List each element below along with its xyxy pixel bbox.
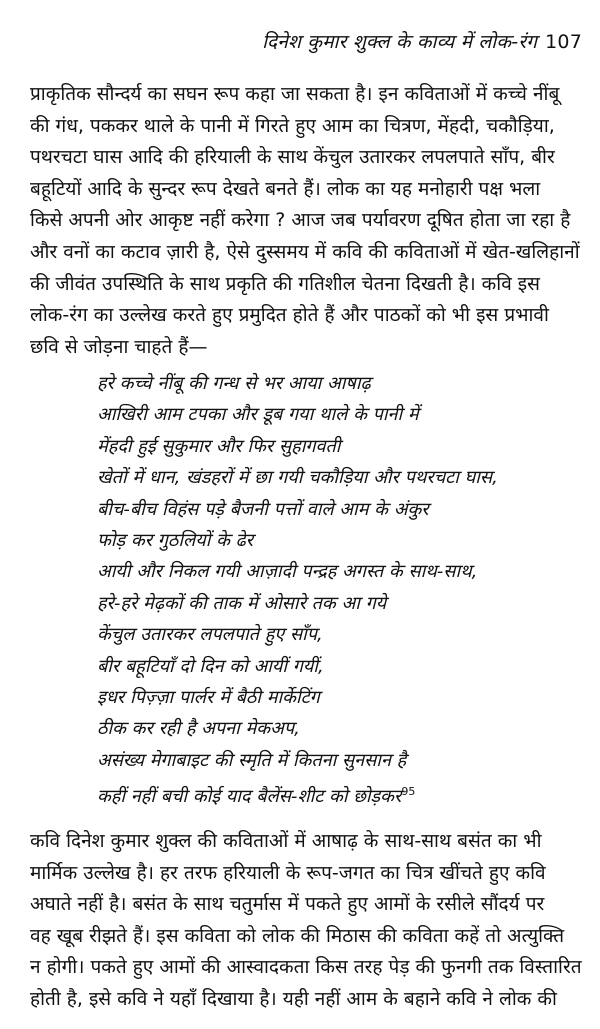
poem-line: हरे-हरे मेढ़कों की ताक में ओसारे तक आ गये <box>97 592 387 614</box>
text-line: मार्मिक उल्लेख है। हर तरफ हरियाली के रूप-जगत का चित्र खींचते हुए कवि <box>30 861 546 884</box>
paragraph-basant <box>30 826 585 1016</box>
poem-line: केंचुल उतारकर लपलपाते हुए साँप, <box>97 624 323 646</box>
text-line: कवि दिनेश कुमार शुक्ल की कविताओं में आषाढ़ के साथ-साथ बसंत का भी <box>30 830 542 852</box>
poem-line-text: कहीं नहीं बची कोई याद बैलेंस-शीट को छोड़कर <box>97 786 402 808</box>
poem-line: खेतों में धान, खंडहरों में छा गयी चकौड़िया और पथरचटा घास, <box>97 467 498 489</box>
poem-line: ठीक कर रही है अपना मेकअप, <box>97 718 300 740</box>
poem-line: बीच-बीच विहंस पड़े बैजनी पत्तों वाले आम के अंकुर <box>97 498 429 520</box>
poem-line: मेंहदी हुई सुकुमार और फिर सुहागवती <box>97 435 341 457</box>
poem-quotation <box>97 368 577 807</box>
poem-line: इधर पिज़्ज़ा पार्लर में बैठी मार्केटिंग <box>97 686 320 708</box>
poem-line: आखिरी आम टपका और डूब गया थाले के पानी में <box>97 404 419 426</box>
text-line: किसे अपनी ओर आकृष्ट नहीं करेगा ? आज जब पर्यावरण दूषित होता जा रहा है <box>30 209 571 232</box>
text-line: की गंध, पककर थाले के पानी में गिरते हुए आम का चित्रण, मेंहदी, चकौड़िया, <box>30 114 555 137</box>
poem-line: बीर बहूटियाँ दो दिन को आयीं गयीं, <box>97 655 324 677</box>
poem-line: आयी और निकल गयी आज़ादी पन्द्रह अगस्त के साथ-साथ, <box>97 561 478 583</box>
text-line: न होगी। पकते हुए आमों की आस्वादकता किस तरह पेड़ की फुनगी तक विस्तारित <box>30 956 582 979</box>
paragraph-intro <box>30 79 585 363</box>
text-line: होती है, इसे कवि ने यहाँ दिखाया है। यही नहीं आम के बहाने कवि ने लोक की <box>30 987 557 1010</box>
poem-line: असंख्य मेगाबाइट की स्मृति में कितना सुनसान है <box>97 749 407 771</box>
poem-line: फोड़ कर गुठलियों के ढेर <box>97 529 254 551</box>
text-line: और वनों का कटाव ज़ारी है, ऐसे दुस्समय में कवि की कविताओं में खेत-खलिहानों <box>30 240 580 263</box>
text-line: छवि से जोड़ना चाहते हैं— <box>30 335 208 358</box>
poem-line: हरे कच्चे नींबू की गन्ध से भर आया आषाढ़ <box>97 373 371 394</box>
running-header-title: दिनेश कुमार शुक्ल के काव्य में लोक-रंग <box>262 31 538 53</box>
text-line: अघाते नहीं है। बसंत के साथ चतुर्मास में पकते हुए आमों के रसीले सौंदर्य पर <box>30 893 545 916</box>
footnote-reference: 95 <box>401 785 416 799</box>
poem-line <box>97 776 577 807</box>
running-header <box>262 28 582 54</box>
text-line: बहूटियों आदि के सुन्दर रूप देखते बनते हैं। लोक का यह मनोहारी पक्ष भला <box>30 177 541 200</box>
text-line: की जीवंत उपस्थिति के साथ प्रकृति की गतिशील चेतना दिखती है। कवि इस <box>30 272 540 295</box>
text-line: वह खूब रीझते हैं। इस कविता को लोक की मिठास की कविता कहें तो अत्युक्ति <box>30 924 565 947</box>
page-number: 107 <box>545 31 582 53</box>
text-line: लोक-रंग का उल्लेख करते हुए प्रमुदित होते हैं और पाठकों को भी इस प्रभावी <box>30 304 549 327</box>
text-line: प्राकृतिक सौन्दर्य का सघन रूप कहा जा सकता है। इन कविताओं में कच्चे नींबू <box>30 83 560 105</box>
text-line: पथरचटा घास आदि की हरियाली के साथ केंचुल उतारकर लपलपाते साँप, बीर <box>30 146 555 169</box>
